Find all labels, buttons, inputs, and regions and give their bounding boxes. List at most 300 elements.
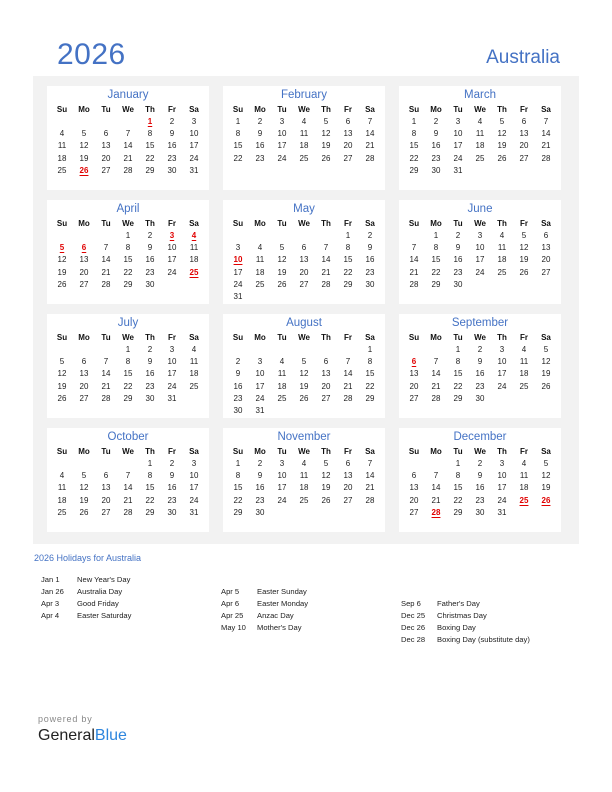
week-row [227, 482, 381, 494]
day-cell: 18 [189, 255, 199, 265]
day-cell: 18 [497, 255, 507, 265]
day-cell: 3 [499, 459, 505, 468]
day-cell: 7 [125, 471, 131, 481]
day-cell: 21 [123, 153, 133, 163]
holiday-name: Father's Day [437, 599, 480, 608]
empty-day [161, 279, 183, 291]
day-cell: 18 [57, 153, 67, 163]
holiday-day-cell: 28 [431, 507, 441, 517]
month-card-may [223, 200, 385, 304]
month-card-february [223, 86, 385, 190]
holiday-list-item [41, 574, 131, 586]
week-row [51, 393, 205, 405]
day-cell: 2 [477, 345, 483, 354]
day-cell: 10 [189, 471, 199, 481]
day-cell: 11 [57, 141, 67, 151]
day-cell: 15 [123, 369, 133, 379]
weekday-label: We [122, 447, 134, 456]
week-row [51, 368, 205, 380]
weekday-header [51, 217, 205, 230]
week-row [51, 356, 205, 368]
day-cell: 16 [475, 483, 485, 493]
empty-day [403, 458, 425, 470]
day-cell: 12 [321, 471, 331, 481]
day-cell: 9 [257, 471, 263, 481]
day-cell: 24 [167, 267, 177, 277]
day-cell: 15 [233, 483, 243, 493]
day-cell: 31 [167, 393, 177, 403]
day-cell: 11 [519, 471, 529, 481]
holiday-name: Boxing Day [437, 623, 476, 632]
holiday-name: New Year's Day [77, 575, 131, 584]
empty-day [51, 458, 73, 470]
month-name: July [117, 317, 139, 329]
holiday-day-cell: 25 [519, 495, 529, 505]
weekday-header [403, 217, 557, 230]
holiday-list-item [401, 622, 530, 634]
day-cell: 19 [519, 255, 529, 265]
day-cell: 29 [453, 507, 463, 517]
month-card-september [399, 314, 561, 418]
day-cell: 3 [235, 243, 241, 253]
month-name: November [277, 431, 331, 443]
week-row [51, 267, 205, 279]
day-cell: 27 [79, 393, 89, 403]
week-row [403, 495, 557, 507]
empty-day [425, 344, 447, 356]
weekday-label: Su [408, 105, 420, 114]
day-cell: 30 [167, 165, 177, 175]
week-row [51, 128, 205, 140]
weekday-label: Mo [430, 333, 442, 342]
day-cell: 20 [343, 141, 353, 151]
day-cell: 29 [365, 393, 375, 403]
month-name: August [286, 317, 322, 329]
holiday-date: Jan 26 [41, 587, 64, 596]
day-cell: 14 [321, 255, 331, 265]
day-cell: 29 [145, 165, 155, 175]
day-cell: 21 [365, 141, 375, 151]
empty-day [249, 291, 271, 303]
day-cell: 5 [499, 117, 505, 126]
holiday-column-1 [41, 574, 131, 622]
day-cell: 24 [189, 495, 199, 505]
empty-day [249, 230, 271, 242]
week-row [227, 368, 381, 380]
empty-day [95, 344, 117, 356]
weekday-label: Su [56, 333, 68, 342]
day-cell: 13 [79, 369, 89, 379]
day-cell: 16 [167, 483, 177, 493]
weekday-label: Su [408, 219, 420, 228]
empty-day [403, 230, 425, 242]
day-cell: 29 [343, 279, 353, 289]
week-row [51, 279, 205, 291]
day-cell: 3 [455, 117, 461, 126]
week-row [403, 254, 557, 266]
day-cell: 16 [145, 369, 155, 379]
holiday-column-3 [401, 598, 530, 646]
weekday-header [51, 445, 205, 458]
day-cell: 25 [475, 153, 485, 163]
holiday-day-cell: 3 [169, 231, 175, 240]
day-cell: 31 [255, 405, 265, 415]
day-cell: 27 [101, 507, 111, 517]
weekday-label: Mo [430, 447, 442, 456]
day-cell: 31 [189, 165, 199, 175]
day-cell: 15 [409, 141, 419, 151]
day-cell: 20 [299, 267, 309, 277]
day-cell: 13 [343, 471, 353, 481]
day-cell: 8 [125, 243, 131, 253]
weekday-label: Su [56, 447, 68, 456]
day-cell: 11 [497, 243, 507, 253]
day-cell: 29 [123, 393, 133, 403]
day-cell: 19 [321, 483, 331, 493]
day-cell: 25 [57, 507, 67, 517]
empty-day [337, 344, 359, 356]
day-cell: 2 [433, 117, 439, 126]
week-row [227, 242, 381, 254]
weekday-label: Mo [254, 447, 266, 456]
day-cell: 4 [59, 129, 65, 139]
day-cell: 16 [145, 255, 155, 265]
day-cell: 1 [235, 459, 241, 468]
day-cell: 3 [169, 345, 175, 354]
empty-day [271, 230, 293, 242]
day-cell: 22 [123, 267, 133, 277]
day-cell: 14 [123, 141, 133, 151]
day-cell: 3 [499, 345, 505, 354]
day-cell: 30 [365, 279, 375, 289]
week-row [227, 128, 381, 140]
day-cell: 13 [101, 141, 111, 151]
weekday-label: Mo [430, 219, 442, 228]
day-cell: 2 [477, 459, 483, 468]
day-cell: 12 [541, 357, 551, 367]
day-cell: 1 [147, 459, 153, 468]
weekday-label: We [474, 333, 486, 342]
day-cell: 6 [103, 129, 109, 139]
day-cell: 31 [233, 291, 243, 301]
day-cell: 10 [497, 357, 507, 367]
holiday-list-item [41, 610, 131, 622]
holiday-date: Apr 6 [221, 599, 240, 608]
day-cell: 26 [321, 495, 331, 505]
day-cell: 11 [255, 255, 265, 265]
day-cell: 3 [191, 117, 197, 126]
weekday-label: Su [408, 447, 420, 456]
day-cell: 21 [431, 495, 441, 505]
day-cell: 25 [255, 279, 265, 289]
day-cell: 23 [167, 153, 177, 163]
holiday-list-item [221, 598, 308, 610]
empty-day [271, 405, 293, 417]
day-cell: 14 [431, 483, 441, 493]
day-cell: 17 [277, 141, 287, 151]
day-cell: 24 [233, 279, 243, 289]
week-row [51, 344, 205, 356]
weekday-label: Th [497, 105, 507, 114]
day-cell: 10 [453, 129, 463, 139]
day-cell: 18 [299, 483, 309, 493]
day-cell: 22 [453, 495, 463, 505]
empty-day [315, 230, 337, 242]
day-cell: 11 [519, 357, 529, 367]
holiday-name: Easter Saturday [77, 611, 132, 620]
day-cell: 7 [543, 117, 549, 126]
holiday-day-cell: 6 [81, 243, 87, 253]
day-cell: 30 [255, 507, 265, 517]
day-cell: 27 [343, 495, 353, 505]
weekday-label: Sa [189, 333, 199, 342]
empty-day [403, 344, 425, 356]
day-cell: 11 [189, 243, 199, 253]
day-cell: 18 [519, 369, 529, 379]
empty-day [315, 291, 337, 303]
weekday-label: Tu [277, 333, 287, 342]
empty-day [117, 458, 139, 470]
day-cell: 29 [123, 279, 133, 289]
day-cell: 13 [343, 129, 353, 139]
holiday-list-item [41, 598, 131, 610]
empty-day [249, 344, 271, 356]
weekday-label: Th [497, 219, 507, 228]
empty-day [315, 344, 337, 356]
day-cell: 20 [409, 495, 419, 505]
day-cell: 20 [101, 153, 111, 163]
day-cell: 24 [453, 153, 463, 163]
day-cell: 31 [453, 165, 463, 175]
day-cell: 6 [543, 231, 549, 240]
week-row [403, 381, 557, 393]
weekday-label: We [122, 219, 134, 228]
day-cell: 20 [101, 495, 111, 505]
empty-day [271, 507, 293, 519]
week-row [403, 242, 557, 254]
empty-day [315, 405, 337, 417]
day-cell: 25 [497, 267, 507, 277]
day-cell: 14 [431, 369, 441, 379]
day-cell: 8 [235, 129, 241, 139]
day-cell: 23 [255, 153, 265, 163]
day-cell: 12 [519, 243, 529, 253]
weekday-label: Th [145, 333, 155, 342]
holiday-date: Dec 25 [401, 611, 426, 620]
day-cell: 1 [455, 345, 461, 354]
day-cell: 24 [277, 495, 287, 505]
day-cell: 1 [411, 117, 417, 126]
day-cell: 22 [453, 381, 463, 391]
day-cell: 14 [101, 369, 111, 379]
day-cell: 9 [433, 129, 439, 139]
week-row [51, 495, 205, 507]
day-cell: 23 [233, 393, 243, 403]
weekday-header [51, 331, 205, 344]
weekday-label: We [298, 447, 310, 456]
day-cell: 23 [475, 381, 485, 391]
day-cell: 27 [299, 279, 309, 289]
day-cell: 21 [321, 267, 331, 277]
day-cell: 13 [409, 369, 419, 379]
holiday-name: Christmas Day [437, 611, 487, 620]
day-cell: 12 [79, 141, 89, 151]
week-row [227, 507, 381, 519]
day-cell: 7 [411, 243, 417, 253]
empty-day [513, 165, 535, 177]
day-cell: 6 [345, 459, 351, 468]
week-row [227, 393, 381, 405]
week-row [403, 482, 557, 494]
weekday-label: Su [232, 219, 244, 228]
day-cell: 8 [125, 357, 131, 367]
day-cell: 26 [321, 153, 331, 163]
day-cell: 14 [101, 255, 111, 265]
day-cell: 2 [169, 117, 175, 126]
holiday-name: Anzac Day [257, 611, 294, 620]
day-cell: 2 [367, 231, 373, 240]
day-cell: 12 [541, 471, 551, 481]
day-cell: 27 [343, 153, 353, 163]
day-cell: 4 [521, 459, 527, 468]
day-cell: 19 [57, 267, 67, 277]
day-cell: 4 [279, 357, 285, 367]
day-cell: 21 [365, 483, 375, 493]
empty-day [513, 393, 535, 405]
week-row [51, 116, 205, 128]
day-cell: 10 [277, 129, 287, 139]
weekday-label: Mo [254, 219, 266, 228]
weekday-label: Fr [520, 333, 528, 342]
day-cell: 2 [147, 345, 153, 354]
day-cell: 9 [257, 129, 263, 139]
day-cell: 23 [145, 267, 155, 277]
day-cell: 19 [277, 267, 287, 277]
day-cell: 12 [497, 129, 507, 139]
empty-day [337, 291, 359, 303]
day-cell: 28 [365, 153, 375, 163]
day-cell: 23 [475, 495, 485, 505]
week-row [227, 495, 381, 507]
weekday-label: Sa [189, 447, 199, 456]
day-cell: 8 [147, 129, 153, 139]
day-cell: 9 [477, 471, 483, 481]
week-row [51, 140, 205, 152]
day-cell: 28 [101, 279, 111, 289]
day-cell: 6 [521, 117, 527, 126]
day-cell: 24 [475, 267, 485, 277]
day-cell: 23 [167, 495, 177, 505]
week-row [403, 356, 557, 368]
holiday-list-item [41, 586, 131, 598]
day-cell: 10 [497, 471, 507, 481]
empty-day [183, 393, 205, 405]
week-row [227, 291, 381, 303]
weekday-label: We [474, 219, 486, 228]
holiday-date: Apr 25 [221, 611, 244, 620]
empty-day [315, 507, 337, 519]
day-cell: 1 [433, 231, 439, 240]
day-cell: 30 [233, 405, 243, 415]
day-cell: 8 [455, 471, 461, 481]
weekday-header [227, 217, 381, 230]
holiday-day-cell: 25 [189, 267, 199, 277]
day-cell: 25 [57, 165, 67, 175]
weekday-label: Fr [344, 333, 352, 342]
empty-day [95, 116, 117, 128]
day-cell: 17 [255, 381, 265, 391]
day-cell: 1 [367, 345, 373, 354]
day-cell: 29 [409, 165, 419, 175]
weekday-label: We [122, 105, 134, 114]
weekday-label: We [122, 333, 134, 342]
month-name: April [116, 203, 140, 215]
day-cell: 24 [167, 381, 177, 391]
day-cell: 22 [409, 153, 419, 163]
day-cell: 10 [475, 243, 485, 253]
holiday-day-cell: 4 [191, 231, 197, 240]
week-row [403, 368, 557, 380]
day-cell: 12 [277, 255, 287, 265]
day-cell: 16 [453, 255, 463, 265]
day-cell: 7 [367, 117, 373, 126]
day-cell: 24 [189, 153, 199, 163]
holiday-list-item [401, 634, 530, 646]
empty-day [359, 507, 381, 519]
day-cell: 21 [123, 495, 133, 505]
empty-day [73, 230, 95, 242]
weekday-label: Fr [168, 105, 176, 114]
week-row [403, 128, 557, 140]
day-cell: 19 [541, 483, 551, 493]
day-cell: 28 [123, 507, 133, 517]
day-cell: 16 [255, 141, 265, 151]
day-cell: 8 [411, 129, 417, 139]
weekday-label: Sa [365, 333, 375, 342]
day-cell: 8 [455, 357, 461, 367]
weekday-label: Mo [430, 105, 442, 114]
day-cell: 10 [167, 357, 177, 367]
empty-day [271, 344, 293, 356]
generalblue-logo[interactable] [38, 727, 127, 745]
empty-day [359, 291, 381, 303]
day-cell: 28 [431, 393, 441, 403]
empty-day [183, 279, 205, 291]
week-row [51, 254, 205, 266]
day-cell: 11 [475, 129, 485, 139]
holiday-day-cell: 10 [233, 255, 243, 265]
day-cell: 3 [257, 357, 263, 367]
day-cell: 30 [431, 165, 441, 175]
day-cell: 26 [519, 267, 529, 277]
day-cell: 29 [431, 279, 441, 289]
day-cell: 6 [411, 471, 417, 481]
weekday-label: Mo [78, 105, 90, 114]
weekday-label: Sa [541, 333, 551, 342]
weekday-label: Tu [277, 219, 287, 228]
day-cell: 25 [519, 381, 529, 391]
day-cell: 30 [475, 393, 485, 403]
day-cell: 13 [101, 483, 111, 493]
day-cell: 17 [233, 267, 243, 277]
week-row [51, 470, 205, 482]
day-cell: 9 [147, 357, 153, 367]
day-cell: 1 [345, 231, 351, 240]
day-cell: 5 [543, 345, 549, 354]
day-cell: 13 [519, 129, 529, 139]
weekday-label: Sa [541, 219, 551, 228]
day-cell: 2 [147, 231, 153, 240]
